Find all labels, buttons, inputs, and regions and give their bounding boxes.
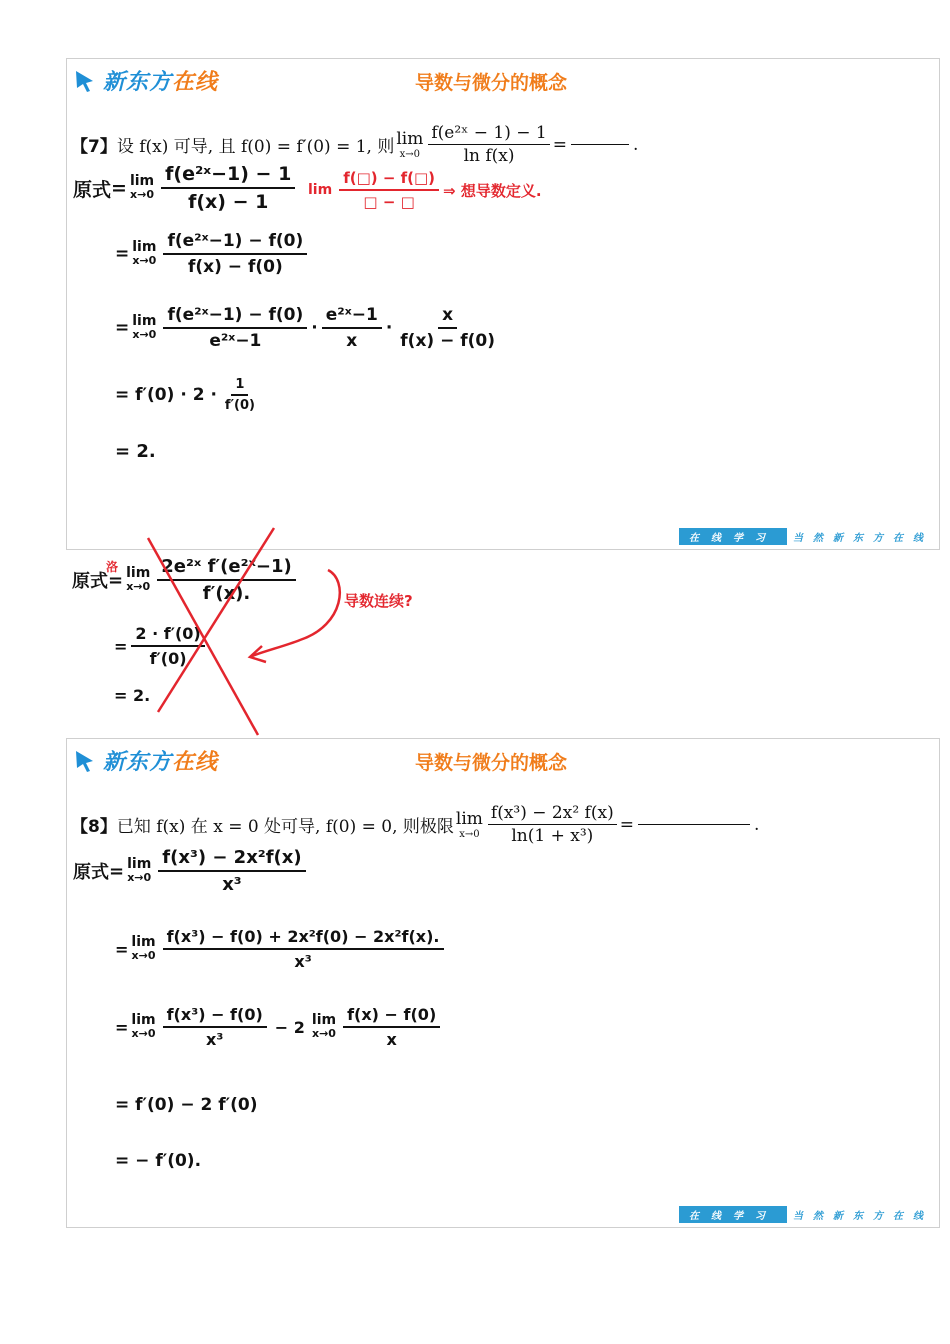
- solution-8-line-5: = − f′(0).: [115, 1151, 202, 1171]
- brand-logo: [73, 65, 218, 96]
- question-8: 【8】 已知 f(x) 在 x = 0 处可导, f(0) = 0, 则极限 lim x→0 $\frac{\text{f(x³) − 2x² f(x)}}{\text{ln(1 + x³)}}$ = .: [71, 803, 760, 846]
- solution-8-line-4: = f′(0) − 2 f′(0): [115, 1095, 258, 1115]
- handwritten-limit: lim x→0: [129, 173, 155, 201]
- solution-8-line-3: = lim x→0 $\frac{\text{f(x³) − f(0)}}{\text{x³}}$ − 2 lim x→0 $\frac{f(x) - f(0)}{x}$: [115, 1005, 444, 1049]
- logo-text: 新东方在线: [103, 70, 219, 95]
- limit-operator: lim x→0: [455, 809, 483, 840]
- solution-7-line-2: = lim x→0 $\frac{\text{f(e²ˣ−1) − f(0)}}{f(x) - f(0)}$: [115, 231, 311, 277]
- equals-sign: =: [552, 134, 567, 155]
- annotation-derivative-continuous: 导数连续?: [344, 592, 413, 610]
- wrong-attempt-line-1: 原式 = 洛 lim x→0 $\frac{\text{2e²ˣ f′(e²ˣ−1)}}{f'(x).}$: [72, 556, 300, 604]
- question-7: 【7】 设 f(x) 可导, 且 f(0) = f′(0) = 1, 则 lim x→0 $\frac{\text{f(e²ˣ − 1) − 1}}{\text{ln f(x)}}$ = .: [71, 123, 639, 166]
- limit-operator: lim x→0: [396, 129, 424, 160]
- question-fraction: $\frac{\text{f(x³) − 2x² f(x)}}{\text{ln(1 + x³)}}$: [488, 803, 617, 846]
- slide-footer: 在线学习 当然新东方在线: [679, 1206, 933, 1223]
- topic-title: 导数与微分的概念: [415, 72, 568, 94]
- logo-arrow-icon: [73, 748, 99, 774]
- brand-logo: [73, 745, 218, 776]
- wrong-attempt-line-3: = 2.: [114, 686, 151, 705]
- question-stem: 已知 f(x) 在 x = 0 处可导, f(0) = 0, 则极限: [116, 817, 454, 837]
- solution-7-line-4: = f′(0) · 2 · $\frac{1}{f'(0)}$: [115, 377, 255, 413]
- annotation-derivative-definition: lim $\frac{f(□) - f(□)}{□ - □}$ ⇒ 想导数定义.: [308, 169, 542, 211]
- logo-text: 新东方在线: [103, 750, 219, 775]
- question-number: 【7】: [71, 137, 117, 157]
- slide-footer: 在线学习 当然新东方在线: [679, 528, 933, 545]
- logo-arrow-icon: [73, 68, 99, 94]
- equals-sign: =: [619, 814, 634, 835]
- slide-problem-8: [66, 738, 940, 1228]
- topic-title: 导数与微分的概念: [415, 752, 568, 774]
- solution-7-line-1: 原式 = lim x→0 $\frac{\text{f(e²ˣ−1) − 1}}{f(x) - 1}$: [73, 163, 299, 213]
- question-number: 【8】: [71, 817, 117, 837]
- lhopital-mark: 洛: [106, 559, 119, 574]
- slide-problem-7: [66, 58, 940, 550]
- solution-7-line-3: = lim x→0 $\frac{\text{f(e²ˣ−1) − f(0)}}{\text{e²ˣ−1}}$ · $\frac{\text{e²ˣ−1}}{x}$ · $\frac{x}{f(x) - f(0)}$: [115, 305, 496, 351]
- question-stem: 设 f(x) 可导, 且 f(0) = f′(0) = 1, 则: [116, 137, 395, 157]
- answer-blank: [638, 824, 750, 825]
- solution-8-line-1: 原式 = lim x→0 $\frac{\text{f(x³) − 2x²f(x)}}{\text{x³}}$: [73, 847, 310, 895]
- answer-blank: [571, 144, 629, 145]
- arrow-head: [250, 646, 266, 662]
- question-fraction: $\frac{\text{f(e²ˣ − 1) − 1}}{\text{ln f(x)}}$: [428, 123, 549, 166]
- solution-7-line-5: = 2.: [115, 441, 156, 462]
- solution-8-line-2: = lim x→0 $\frac{\text{f(x³) − f(0) + 2x²f(0) − 2x²f(x).}}{\text{x³}}$: [115, 927, 448, 971]
- wrong-attempt-line-2: = $\frac{2 \cdot f'(0)}{f'(0)}$: [114, 624, 209, 668]
